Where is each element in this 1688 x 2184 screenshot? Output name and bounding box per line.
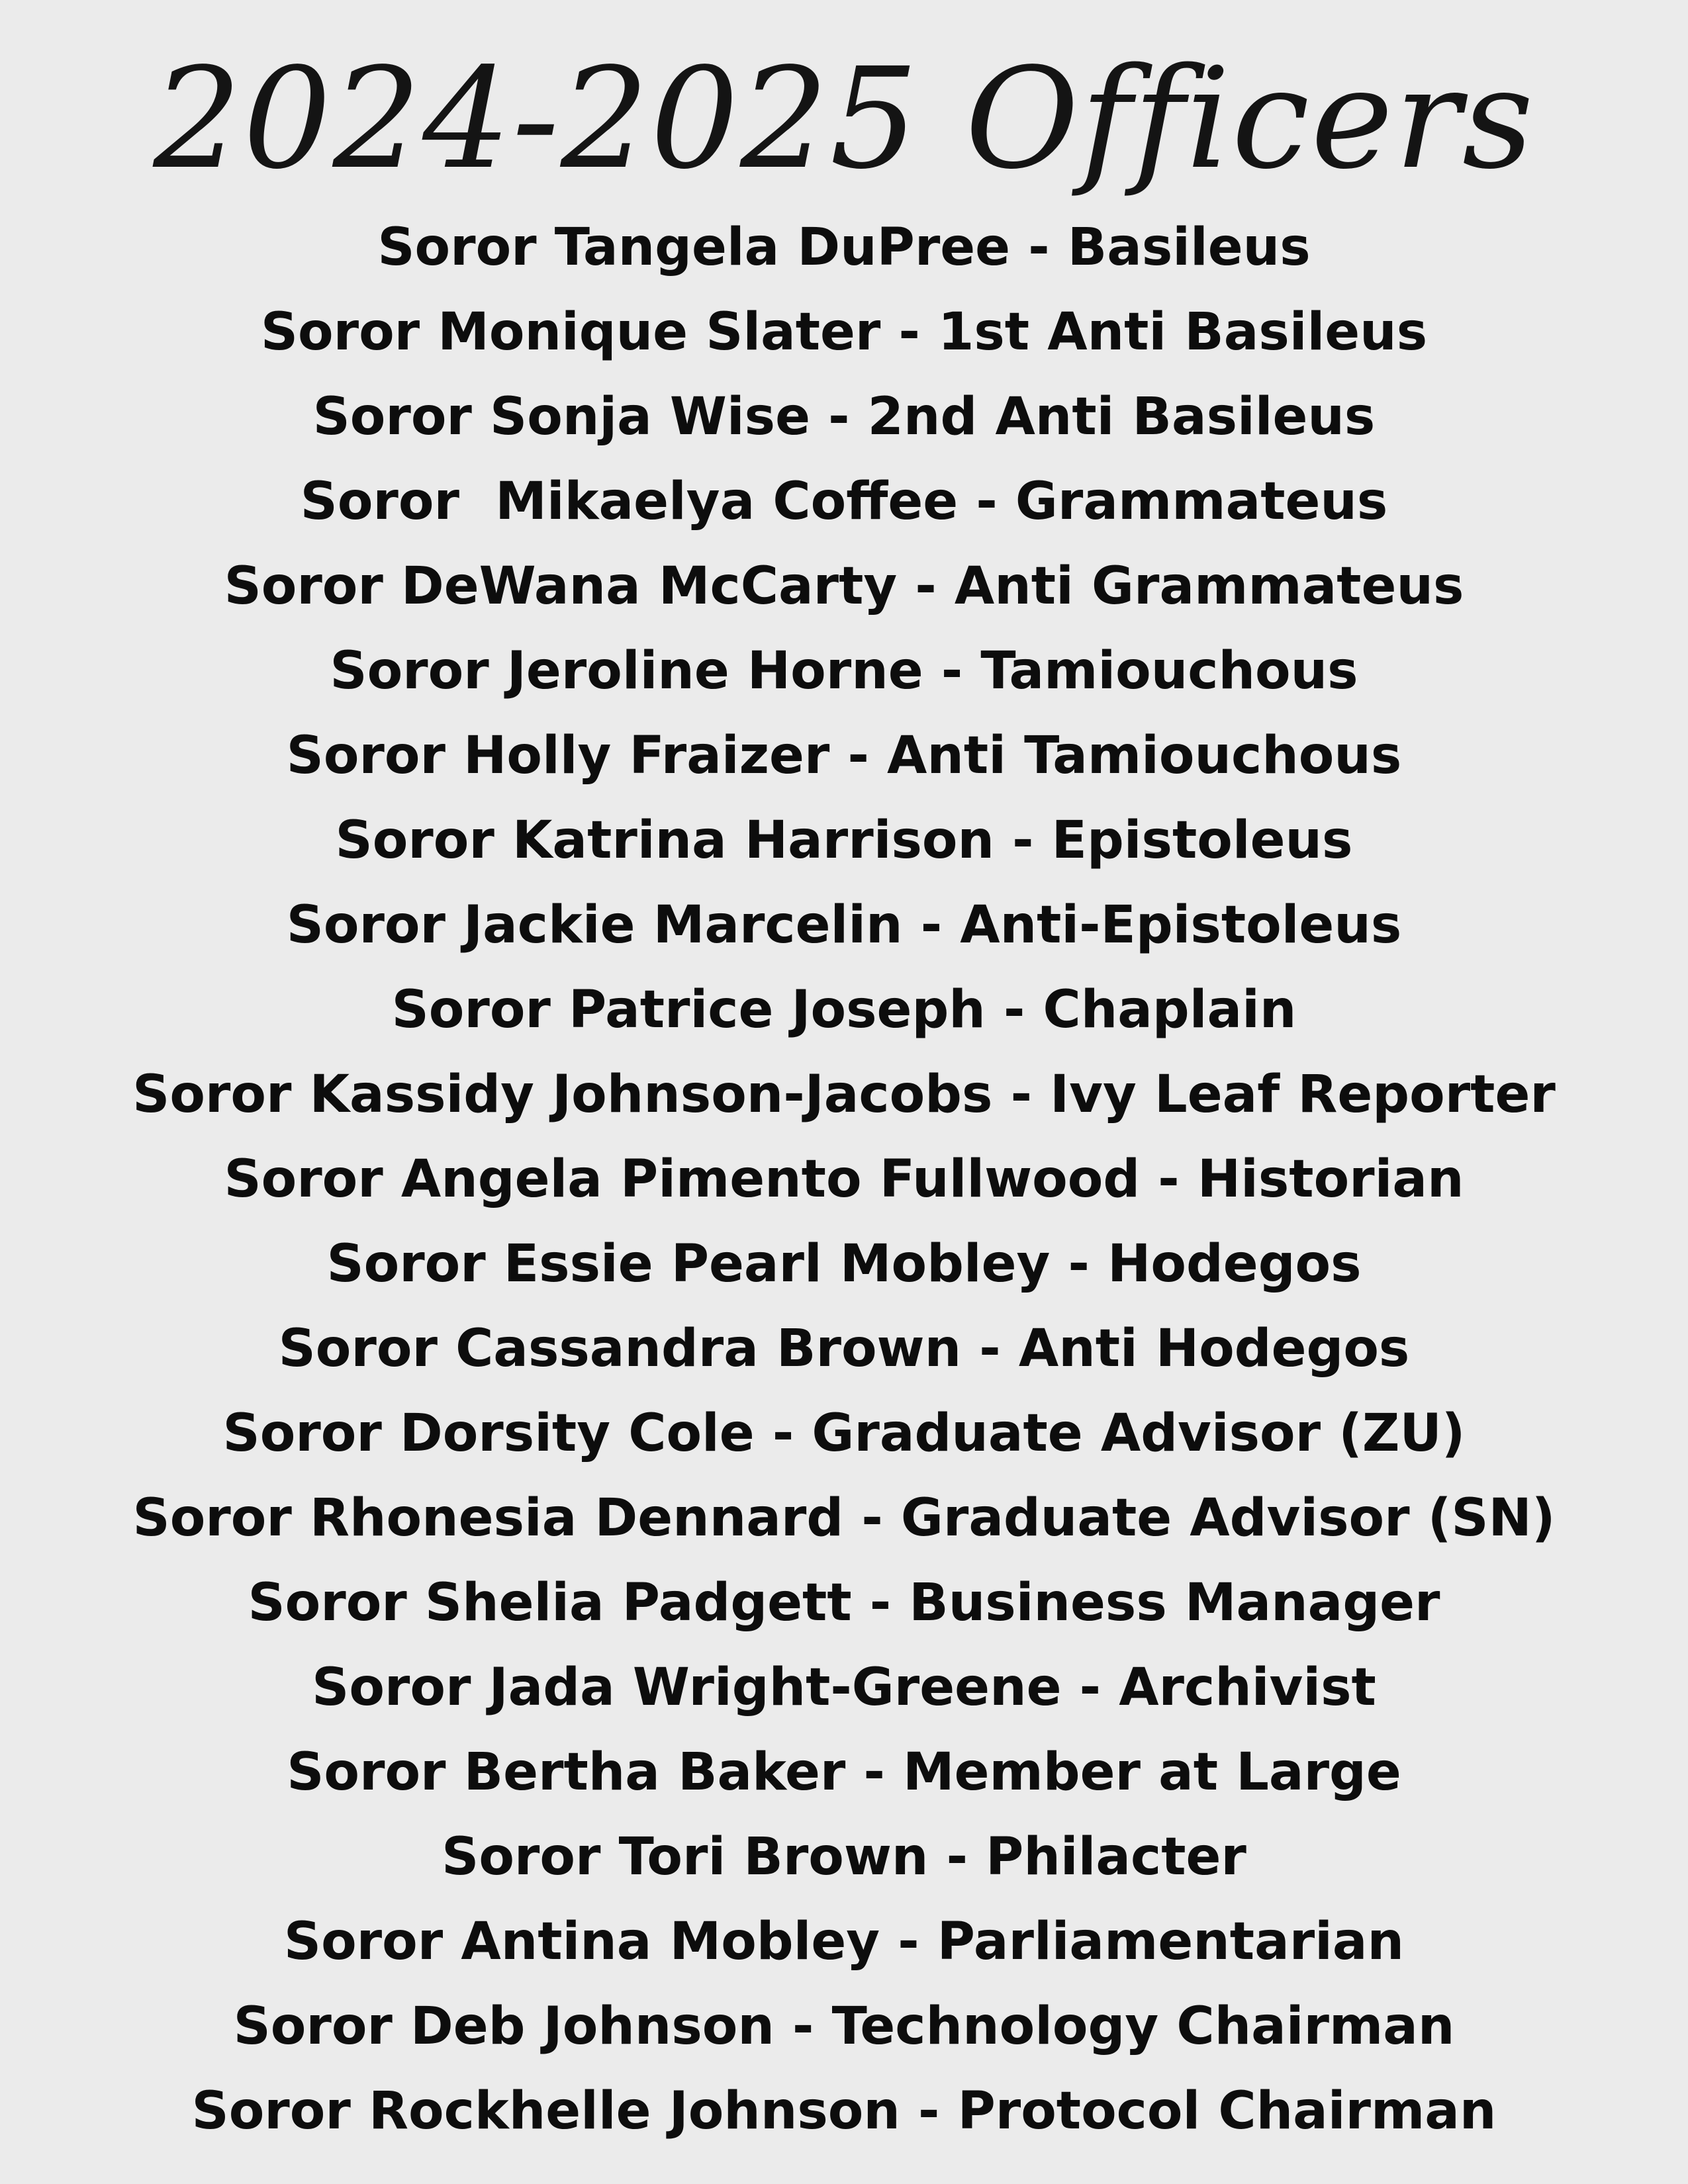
officer-row: Soror Kassidy Johnson-Jacobs - Ivy Leaf Reporter — [132, 1065, 1556, 1124]
officer-row: Soror Cassandra Brown - Anti Hodegos — [278, 1319, 1410, 1379]
officer-row: Soror Deb Johnson - Technology Chairman — [233, 1997, 1455, 2056]
officer-row: Soror Antina Mobley - Parliamentarian — [283, 1912, 1405, 1972]
officer-row: Soror Rhonesia Dennard - Graduate Advisor (SN) — [132, 1488, 1556, 1548]
officer-row: Soror Mikaelya Coffee - Grammateus — [300, 472, 1388, 531]
officer-row: Soror Jada Wright-Greene - Archivist — [312, 1658, 1376, 1717]
officer-list — [0, 205, 1688, 2154]
officer-row: Soror Tori Brown - Philacter — [442, 1827, 1246, 1887]
officer-row: Soror Monique Slater - 1st Anti Basileus — [260, 302, 1428, 362]
officer-row: Soror Jackie Marcelin - Anti-Epistoleus — [286, 895, 1402, 955]
officer-row: Soror Katrina Harrison - Epistoleus — [335, 811, 1353, 870]
officer-row: Soror Dorsity Cole - Graduate Advisor (ZU) — [222, 1404, 1466, 1463]
officer-row: Soror Shelia Padgett - Business Manager — [248, 1573, 1440, 1633]
officer-row: Soror Rockhelle Johnson - Protocol Chairman — [191, 2081, 1497, 2141]
officer-row: Soror DeWana McCarty - Anti Grammateus — [224, 557, 1464, 616]
page-title: 2024-2025 Officers — [153, 38, 1535, 200]
officer-row: Soror Essie Pearl Mobley - Hodegos — [326, 1234, 1362, 1294]
officer-row: Soror Holly Fraizer - Anti Tamiouchous — [286, 726, 1402, 786]
officer-row: Soror Angela Pimento Fullwood - Historian — [224, 1150, 1464, 1209]
officer-row: Soror Jeroline Horne - Tamiouchous — [330, 641, 1358, 701]
officer-row: Soror Sonja Wise - 2nd Anti Basileus — [312, 387, 1376, 447]
officer-row: Soror Patrice Joseph - Chaplain — [391, 980, 1297, 1040]
officer-row: Soror Tangela DuPree - Basileus — [377, 218, 1311, 277]
officer-row: Soror Bertha Baker - Member at Large — [287, 1743, 1401, 1802]
